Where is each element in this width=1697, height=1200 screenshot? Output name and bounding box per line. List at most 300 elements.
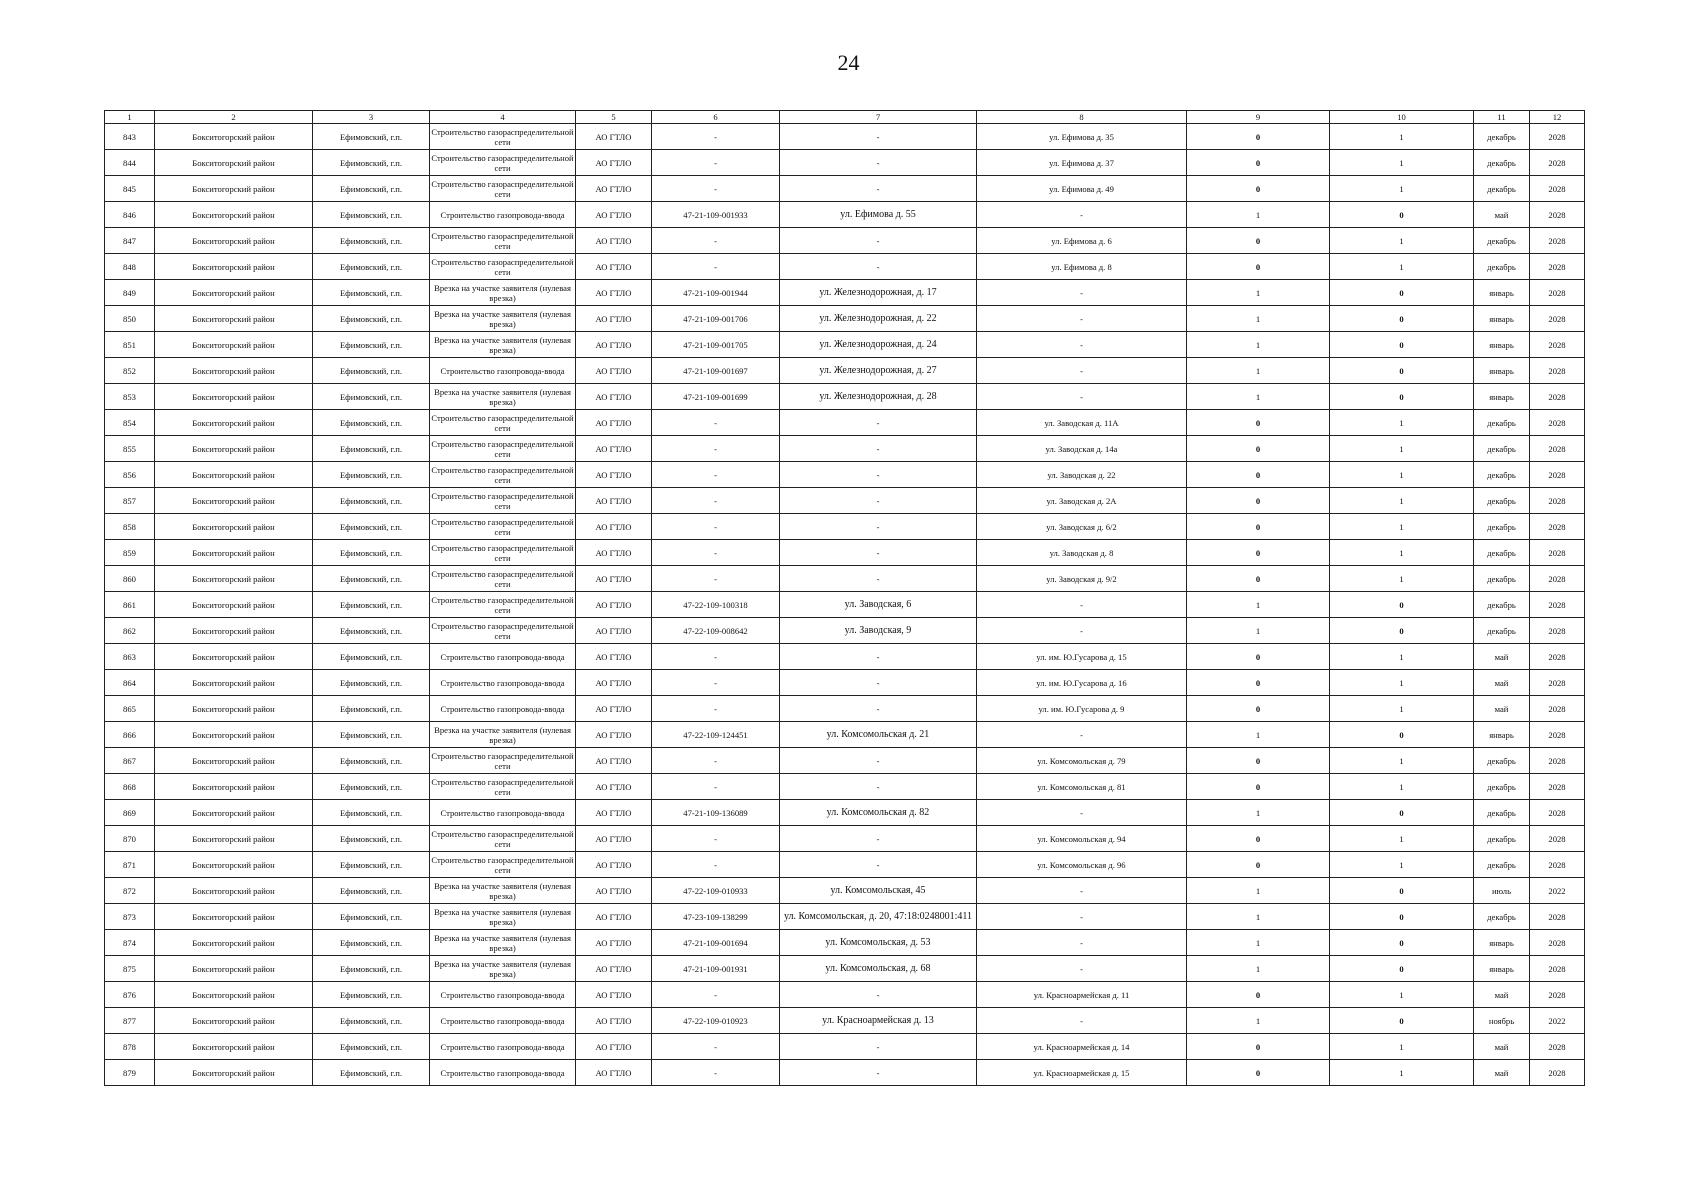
cell-network-address: - — [977, 1008, 1187, 1034]
cell-settlement: Ефимовский, г.п. — [313, 540, 430, 566]
column-header-10: 10 — [1330, 111, 1474, 124]
cell-application-number: - — [652, 488, 780, 514]
cell-application-number: - — [652, 124, 780, 150]
cell-count-b: 1 — [1330, 774, 1474, 800]
cell-work-type: Строительство газораспределительной сети — [430, 150, 576, 176]
cell-work-type: Строительство газораспределительной сети — [430, 514, 576, 540]
cell-row-number: 875 — [105, 956, 155, 982]
cell-month: январь — [1474, 306, 1530, 332]
cell-network-address: - — [977, 280, 1187, 306]
cell-settlement: Ефимовский, г.п. — [313, 592, 430, 618]
cell-network-address: ул. Ефимова д. 49 — [977, 176, 1187, 202]
cell-settlement: Ефимовский, г.п. — [313, 722, 430, 748]
cell-organization: АО ГТЛО — [576, 618, 652, 644]
cell-network-address: - — [977, 358, 1187, 384]
cell-work-type: Строительство газораспределительной сети — [430, 462, 576, 488]
cell-settlement: Ефимовский, г.п. — [313, 1034, 430, 1060]
cell-organization: АО ГТЛО — [576, 306, 652, 332]
cell-network-address: ул. Заводская д. 11А — [977, 410, 1187, 436]
cell-application-number: 47-22-109-124451 — [652, 722, 780, 748]
cell-count-b: 0 — [1330, 618, 1474, 644]
cell-count-b: 1 — [1330, 1034, 1474, 1060]
cell-settlement: Ефимовский, г.п. — [313, 280, 430, 306]
cell-year: 2028 — [1530, 670, 1585, 696]
cell-network-address: ул. Красноармейская д. 15 — [977, 1060, 1187, 1086]
cell-applicant-address: ул. Заводская, 6 — [780, 592, 977, 618]
cell-applicant-address: ул. Комсомольская д. 82 — [780, 800, 977, 826]
cell-month: май — [1474, 982, 1530, 1008]
cell-row-number: 852 — [105, 358, 155, 384]
cell-count-b: 1 — [1330, 826, 1474, 852]
cell-application-number: - — [652, 774, 780, 800]
cell-application-number: - — [652, 176, 780, 202]
table-row — [105, 332, 1585, 358]
cell-year: 2028 — [1530, 306, 1585, 332]
cell-network-address: ул. Заводская д. 8 — [977, 540, 1187, 566]
cell-district: Бокситогорский район — [155, 410, 313, 436]
cell-count-a: 0 — [1187, 254, 1330, 280]
cell-row-number: 874 — [105, 930, 155, 956]
cell-application-number: 47-22-109-008642 — [652, 618, 780, 644]
cell-applicant-address: ул. Железнодорожная, д. 28 — [780, 384, 977, 410]
table-row — [105, 358, 1585, 384]
cell-organization: АО ГТЛО — [576, 280, 652, 306]
table-row — [105, 384, 1585, 410]
table-row — [105, 1008, 1585, 1034]
cell-applicant-address: - — [780, 176, 977, 202]
cell-year: 2022 — [1530, 878, 1585, 904]
cell-count-a: 0 — [1187, 644, 1330, 670]
cell-applicant-address: ул. Ефимова д. 55 — [780, 202, 977, 228]
cell-settlement: Ефимовский, г.п. — [313, 852, 430, 878]
cell-count-a: 0 — [1187, 1060, 1330, 1086]
cell-row-number: 869 — [105, 800, 155, 826]
header-row — [105, 111, 1585, 124]
column-header-7: 7 — [780, 111, 977, 124]
cell-work-type: Строительство газораспределительной сети — [430, 592, 576, 618]
cell-application-number: 47-21-109-001694 — [652, 930, 780, 956]
cell-network-address: ул. им. Ю.Гусарова д. 9 — [977, 696, 1187, 722]
cell-district: Бокситогорский район — [155, 540, 313, 566]
cell-count-a: 1 — [1187, 930, 1330, 956]
cell-count-a: 1 — [1187, 904, 1330, 930]
cell-settlement: Ефимовский, г.п. — [313, 748, 430, 774]
cell-count-b: 0 — [1330, 592, 1474, 618]
cell-district: Бокситогорский район — [155, 202, 313, 228]
cell-settlement: Ефимовский, г.п. — [313, 878, 430, 904]
cell-applicant-address: ул. Красноармейская д. 13 — [780, 1008, 977, 1034]
cell-application-number: - — [652, 150, 780, 176]
cell-month: январь — [1474, 956, 1530, 982]
cell-district: Бокситогорский район — [155, 592, 313, 618]
cell-organization: АО ГТЛО — [576, 410, 652, 436]
cell-district: Бокситогорский район — [155, 748, 313, 774]
table-row — [105, 644, 1585, 670]
cell-count-a: 1 — [1187, 306, 1330, 332]
cell-row-number: 876 — [105, 982, 155, 1008]
cell-application-number: 47-22-109-100318 — [652, 592, 780, 618]
cell-application-number: 47-21-109-001697 — [652, 358, 780, 384]
table-row — [105, 124, 1585, 150]
cell-year: 2028 — [1530, 852, 1585, 878]
cell-organization: АО ГТЛО — [576, 670, 652, 696]
cell-row-number: 865 — [105, 696, 155, 722]
cell-application-number: 47-23-109-138299 — [652, 904, 780, 930]
cell-settlement: Ефимовский, г.п. — [313, 1008, 430, 1034]
cell-count-a: 0 — [1187, 982, 1330, 1008]
cell-network-address: ул. Ефимова д. 8 — [977, 254, 1187, 280]
cell-settlement: Ефимовский, г.п. — [313, 384, 430, 410]
cell-year: 2028 — [1530, 228, 1585, 254]
table-row — [105, 956, 1585, 982]
cell-work-type: Строительство газораспределительной сети — [430, 176, 576, 202]
cell-settlement: Ефимовский, г.п. — [313, 514, 430, 540]
cell-count-a: 0 — [1187, 124, 1330, 150]
cell-district: Бокситогорский район — [155, 644, 313, 670]
cell-application-number: - — [652, 436, 780, 462]
cell-district: Бокситогорский район — [155, 150, 313, 176]
cell-month: декабрь — [1474, 566, 1530, 592]
cell-applicant-address: - — [780, 696, 977, 722]
cell-work-type: Строительство газопровода-ввода — [430, 696, 576, 722]
cell-organization: АО ГТЛО — [576, 826, 652, 852]
cell-count-b: 1 — [1330, 852, 1474, 878]
cell-row-number: 847 — [105, 228, 155, 254]
table-row — [105, 852, 1585, 878]
cell-work-type: Строительство газораспределительной сети — [430, 748, 576, 774]
cell-work-type: Строительство газопровода-ввода — [430, 1060, 576, 1086]
cell-year: 2022 — [1530, 1008, 1585, 1034]
cell-organization: АО ГТЛО — [576, 254, 652, 280]
cell-organization: АО ГТЛО — [576, 748, 652, 774]
cell-work-type: Строительство газопровода-ввода — [430, 202, 576, 228]
cell-month: декабрь — [1474, 852, 1530, 878]
cell-row-number: 846 — [105, 202, 155, 228]
cell-year: 2028 — [1530, 384, 1585, 410]
cell-organization: АО ГТЛО — [576, 1008, 652, 1034]
cell-work-type: Врезка на участке заявителя (нулевая врезка) — [430, 306, 576, 332]
cell-row-number: 864 — [105, 670, 155, 696]
cell-count-b: 1 — [1330, 696, 1474, 722]
page-number: 24 — [837, 50, 860, 75]
table-row — [105, 306, 1585, 332]
cell-year: 2028 — [1530, 1060, 1585, 1086]
cell-month: май — [1474, 696, 1530, 722]
table-row — [105, 176, 1585, 202]
cell-organization: АО ГТЛО — [576, 644, 652, 670]
cell-district: Бокситогорский район — [155, 566, 313, 592]
cell-work-type: Врезка на участке заявителя (нулевая врезка) — [430, 332, 576, 358]
cell-count-b: 0 — [1330, 956, 1474, 982]
cell-month: январь — [1474, 384, 1530, 410]
cell-organization: АО ГТЛО — [576, 540, 652, 566]
cell-count-b: 1 — [1330, 410, 1474, 436]
cell-applicant-address: - — [780, 462, 977, 488]
cell-network-address: ул. Красноармейская д. 14 — [977, 1034, 1187, 1060]
table-row — [105, 618, 1585, 644]
cell-count-a: 0 — [1187, 462, 1330, 488]
cell-row-number: 862 — [105, 618, 155, 644]
cell-network-address: ул. Комсомольская д. 79 — [977, 748, 1187, 774]
cell-year: 2028 — [1530, 150, 1585, 176]
cell-year: 2028 — [1530, 722, 1585, 748]
cell-organization: АО ГТЛО — [576, 488, 652, 514]
cell-network-address: ул. Комсомольская д. 96 — [977, 852, 1187, 878]
cell-row-number: 872 — [105, 878, 155, 904]
cell-count-a: 1 — [1187, 592, 1330, 618]
cell-row-number: 859 — [105, 540, 155, 566]
cell-settlement: Ефимовский, г.п. — [313, 670, 430, 696]
cell-month: январь — [1474, 930, 1530, 956]
cell-count-b: 1 — [1330, 644, 1474, 670]
cell-work-type: Строительство газопровода-ввода — [430, 644, 576, 670]
cell-district: Бокситогорский район — [155, 930, 313, 956]
cell-month: декабрь — [1474, 618, 1530, 644]
cell-count-b: 0 — [1330, 306, 1474, 332]
cell-applicant-address: - — [780, 566, 977, 592]
cell-network-address: - — [977, 202, 1187, 228]
cell-settlement: Ефимовский, г.п. — [313, 696, 430, 722]
cell-count-b: 0 — [1330, 358, 1474, 384]
cell-application-number: - — [652, 540, 780, 566]
cell-network-address: - — [977, 384, 1187, 410]
cell-network-address: - — [977, 332, 1187, 358]
cell-year: 2028 — [1530, 358, 1585, 384]
cell-application-number: - — [652, 982, 780, 1008]
table-row — [105, 1034, 1585, 1060]
cell-row-number: 868 — [105, 774, 155, 800]
table-row — [105, 1060, 1585, 1086]
cell-count-a: 1 — [1187, 358, 1330, 384]
cell-settlement: Ефимовский, г.п. — [313, 124, 430, 150]
cell-row-number: 877 — [105, 1008, 155, 1034]
cell-applicant-address: - — [780, 826, 977, 852]
cell-month: январь — [1474, 358, 1530, 384]
cell-network-address: - — [977, 618, 1187, 644]
cell-district: Бокситогорский район — [155, 1008, 313, 1034]
cell-month: декабрь — [1474, 800, 1530, 826]
cell-network-address: ул. Ефимова д. 37 — [977, 150, 1187, 176]
cell-count-a: 0 — [1187, 228, 1330, 254]
cell-work-type: Строительство газораспределительной сети — [430, 566, 576, 592]
cell-year: 2028 — [1530, 124, 1585, 150]
cell-application-number: - — [652, 696, 780, 722]
cell-row-number: 857 — [105, 488, 155, 514]
cell-year: 2028 — [1530, 332, 1585, 358]
cell-row-number: 873 — [105, 904, 155, 930]
cell-month: декабрь — [1474, 254, 1530, 280]
column-header-3: 3 — [313, 111, 430, 124]
cell-row-number: 851 — [105, 332, 155, 358]
cell-month: май — [1474, 1060, 1530, 1086]
cell-count-b: 0 — [1330, 878, 1474, 904]
column-header-1: 1 — [105, 111, 155, 124]
cell-work-type: Врезка на участке заявителя (нулевая врезка) — [430, 956, 576, 982]
cell-work-type: Врезка на участке заявителя (нулевая врезка) — [430, 878, 576, 904]
cell-month: декабрь — [1474, 410, 1530, 436]
cell-row-number: 858 — [105, 514, 155, 540]
cell-district: Бокситогорский район — [155, 982, 313, 1008]
cell-network-address: ул. им. Ю.Гусарова д. 15 — [977, 644, 1187, 670]
cell-count-b: 1 — [1330, 436, 1474, 462]
cell-applicant-address: ул. Комсомольская д. 21 — [780, 722, 977, 748]
cell-network-address: ул. Заводская д. 2А — [977, 488, 1187, 514]
column-header-2: 2 — [155, 111, 313, 124]
cell-year: 2028 — [1530, 774, 1585, 800]
table-row — [105, 228, 1585, 254]
cell-row-number: 854 — [105, 410, 155, 436]
cell-count-a: 1 — [1187, 332, 1330, 358]
cell-applicant-address: - — [780, 748, 977, 774]
cell-month: май — [1474, 1034, 1530, 1060]
cell-network-address: ул. Заводская д. 9/2 — [977, 566, 1187, 592]
cell-year: 2028 — [1530, 566, 1585, 592]
cell-application-number: - — [652, 228, 780, 254]
cell-month: декабрь — [1474, 774, 1530, 800]
cell-network-address: ул. Комсомольская д. 94 — [977, 826, 1187, 852]
column-header-5: 5 — [576, 111, 652, 124]
cell-count-b: 1 — [1330, 124, 1474, 150]
cell-application-number: 47-21-109-136089 — [652, 800, 780, 826]
cell-applicant-address: ул. Железнодорожная, д. 22 — [780, 306, 977, 332]
cell-application-number: 47-21-109-001706 — [652, 306, 780, 332]
column-header-11: 11 — [1474, 111, 1530, 124]
table-row — [105, 514, 1585, 540]
table-row — [105, 150, 1585, 176]
cell-month: январь — [1474, 332, 1530, 358]
cell-application-number: - — [652, 254, 780, 280]
column-header-12: 12 — [1530, 111, 1585, 124]
cell-applicant-address: - — [780, 228, 977, 254]
cell-district: Бокситогорский район — [155, 878, 313, 904]
cell-year: 2028 — [1530, 176, 1585, 202]
cell-work-type: Врезка на участке заявителя (нулевая врезка) — [430, 280, 576, 306]
cell-district: Бокситогорский район — [155, 904, 313, 930]
cell-year: 2028 — [1530, 826, 1585, 852]
cell-applicant-address: - — [780, 150, 977, 176]
cell-application-number: - — [652, 462, 780, 488]
cell-row-number: 843 — [105, 124, 155, 150]
cell-organization: АО ГТЛО — [576, 722, 652, 748]
cell-count-a: 1 — [1187, 722, 1330, 748]
cell-row-number: 863 — [105, 644, 155, 670]
cell-count-b: 0 — [1330, 930, 1474, 956]
cell-year: 2028 — [1530, 904, 1585, 930]
cell-organization: АО ГТЛО — [576, 930, 652, 956]
table-body — [105, 111, 1585, 1086]
cell-work-type: Врезка на участке заявителя (нулевая врезка) — [430, 904, 576, 930]
cell-network-address: - — [977, 592, 1187, 618]
cell-row-number: 878 — [105, 1034, 155, 1060]
table-row — [105, 254, 1585, 280]
cell-district: Бокситогорский район — [155, 358, 313, 384]
cell-application-number: 47-21-109-001699 — [652, 384, 780, 410]
cell-applicant-address: ул. Железнодорожная, д. 27 — [780, 358, 977, 384]
cell-month: декабрь — [1474, 592, 1530, 618]
cell-settlement: Ефимовский, г.п. — [313, 176, 430, 202]
cell-district: Бокситогорский район — [155, 124, 313, 150]
cell-applicant-address: ул. Комсомольская, д. 53 — [780, 930, 977, 956]
cell-applicant-address: - — [780, 436, 977, 462]
cell-network-address: - — [977, 878, 1187, 904]
cell-applicant-address: - — [780, 670, 977, 696]
cell-organization: АО ГТЛО — [576, 566, 652, 592]
cell-organization: АО ГТЛО — [576, 462, 652, 488]
cell-count-a: 0 — [1187, 436, 1330, 462]
cell-year: 2028 — [1530, 930, 1585, 956]
cell-application-number: - — [652, 1034, 780, 1060]
cell-network-address: ул. Ефимова д. 6 — [977, 228, 1187, 254]
table-row — [105, 748, 1585, 774]
cell-settlement: Ефимовский, г.п. — [313, 306, 430, 332]
cell-network-address: - — [977, 800, 1187, 826]
cell-organization: АО ГТЛО — [576, 774, 652, 800]
cell-month: январь — [1474, 280, 1530, 306]
cell-settlement: Ефимовский, г.п. — [313, 956, 430, 982]
cell-count-a: 0 — [1187, 514, 1330, 540]
cell-settlement: Ефимовский, г.п. — [313, 1060, 430, 1086]
cell-count-a: 0 — [1187, 696, 1330, 722]
cell-organization: АО ГТЛО — [576, 1034, 652, 1060]
cell-count-b: 0 — [1330, 202, 1474, 228]
cell-count-b: 0 — [1330, 280, 1474, 306]
cell-district: Бокситогорский район — [155, 306, 313, 332]
cell-count-b: 1 — [1330, 150, 1474, 176]
cell-applicant-address: - — [780, 514, 977, 540]
cell-application-number: - — [652, 670, 780, 696]
cell-year: 2028 — [1530, 254, 1585, 280]
column-header-8: 8 — [977, 111, 1187, 124]
table-row — [105, 566, 1585, 592]
cell-district: Бокситогорский район — [155, 1034, 313, 1060]
cell-count-b: 0 — [1330, 904, 1474, 930]
cell-row-number: 849 — [105, 280, 155, 306]
cell-year: 2028 — [1530, 514, 1585, 540]
cell-row-number: 870 — [105, 826, 155, 852]
cell-organization: АО ГТЛО — [576, 384, 652, 410]
cell-organization: АО ГТЛО — [576, 800, 652, 826]
column-header-6: 6 — [652, 111, 780, 124]
cell-settlement: Ефимовский, г.п. — [313, 228, 430, 254]
cell-count-a: 0 — [1187, 566, 1330, 592]
cell-year: 2028 — [1530, 592, 1585, 618]
cell-applicant-address: - — [780, 1034, 977, 1060]
cell-district: Бокситогорский район — [155, 774, 313, 800]
cell-applicant-address: - — [780, 982, 977, 1008]
cell-count-b: 1 — [1330, 176, 1474, 202]
cell-year: 2028 — [1530, 748, 1585, 774]
table-row — [105, 930, 1585, 956]
cell-organization: АО ГТЛО — [576, 852, 652, 878]
cell-month: май — [1474, 644, 1530, 670]
cell-organization: АО ГТЛО — [576, 514, 652, 540]
cell-application-number: 47-21-109-001931 — [652, 956, 780, 982]
cell-count-a: 1 — [1187, 384, 1330, 410]
cell-district: Бокситогорский район — [155, 826, 313, 852]
cell-year: 2028 — [1530, 488, 1585, 514]
cell-work-type: Строительство газораспределительной сети — [430, 410, 576, 436]
cell-year: 2028 — [1530, 410, 1585, 436]
cell-applicant-address: ул. Комсомольская, д. 68 — [780, 956, 977, 982]
cell-application-number: - — [652, 514, 780, 540]
cell-count-b: 1 — [1330, 982, 1474, 1008]
table-row — [105, 540, 1585, 566]
cell-month: декабрь — [1474, 228, 1530, 254]
cell-count-a: 1 — [1187, 956, 1330, 982]
cell-work-type: Строительство газораспределительной сети — [430, 852, 576, 878]
cell-application-number: 47-21-109-001944 — [652, 280, 780, 306]
table-row — [105, 436, 1585, 462]
